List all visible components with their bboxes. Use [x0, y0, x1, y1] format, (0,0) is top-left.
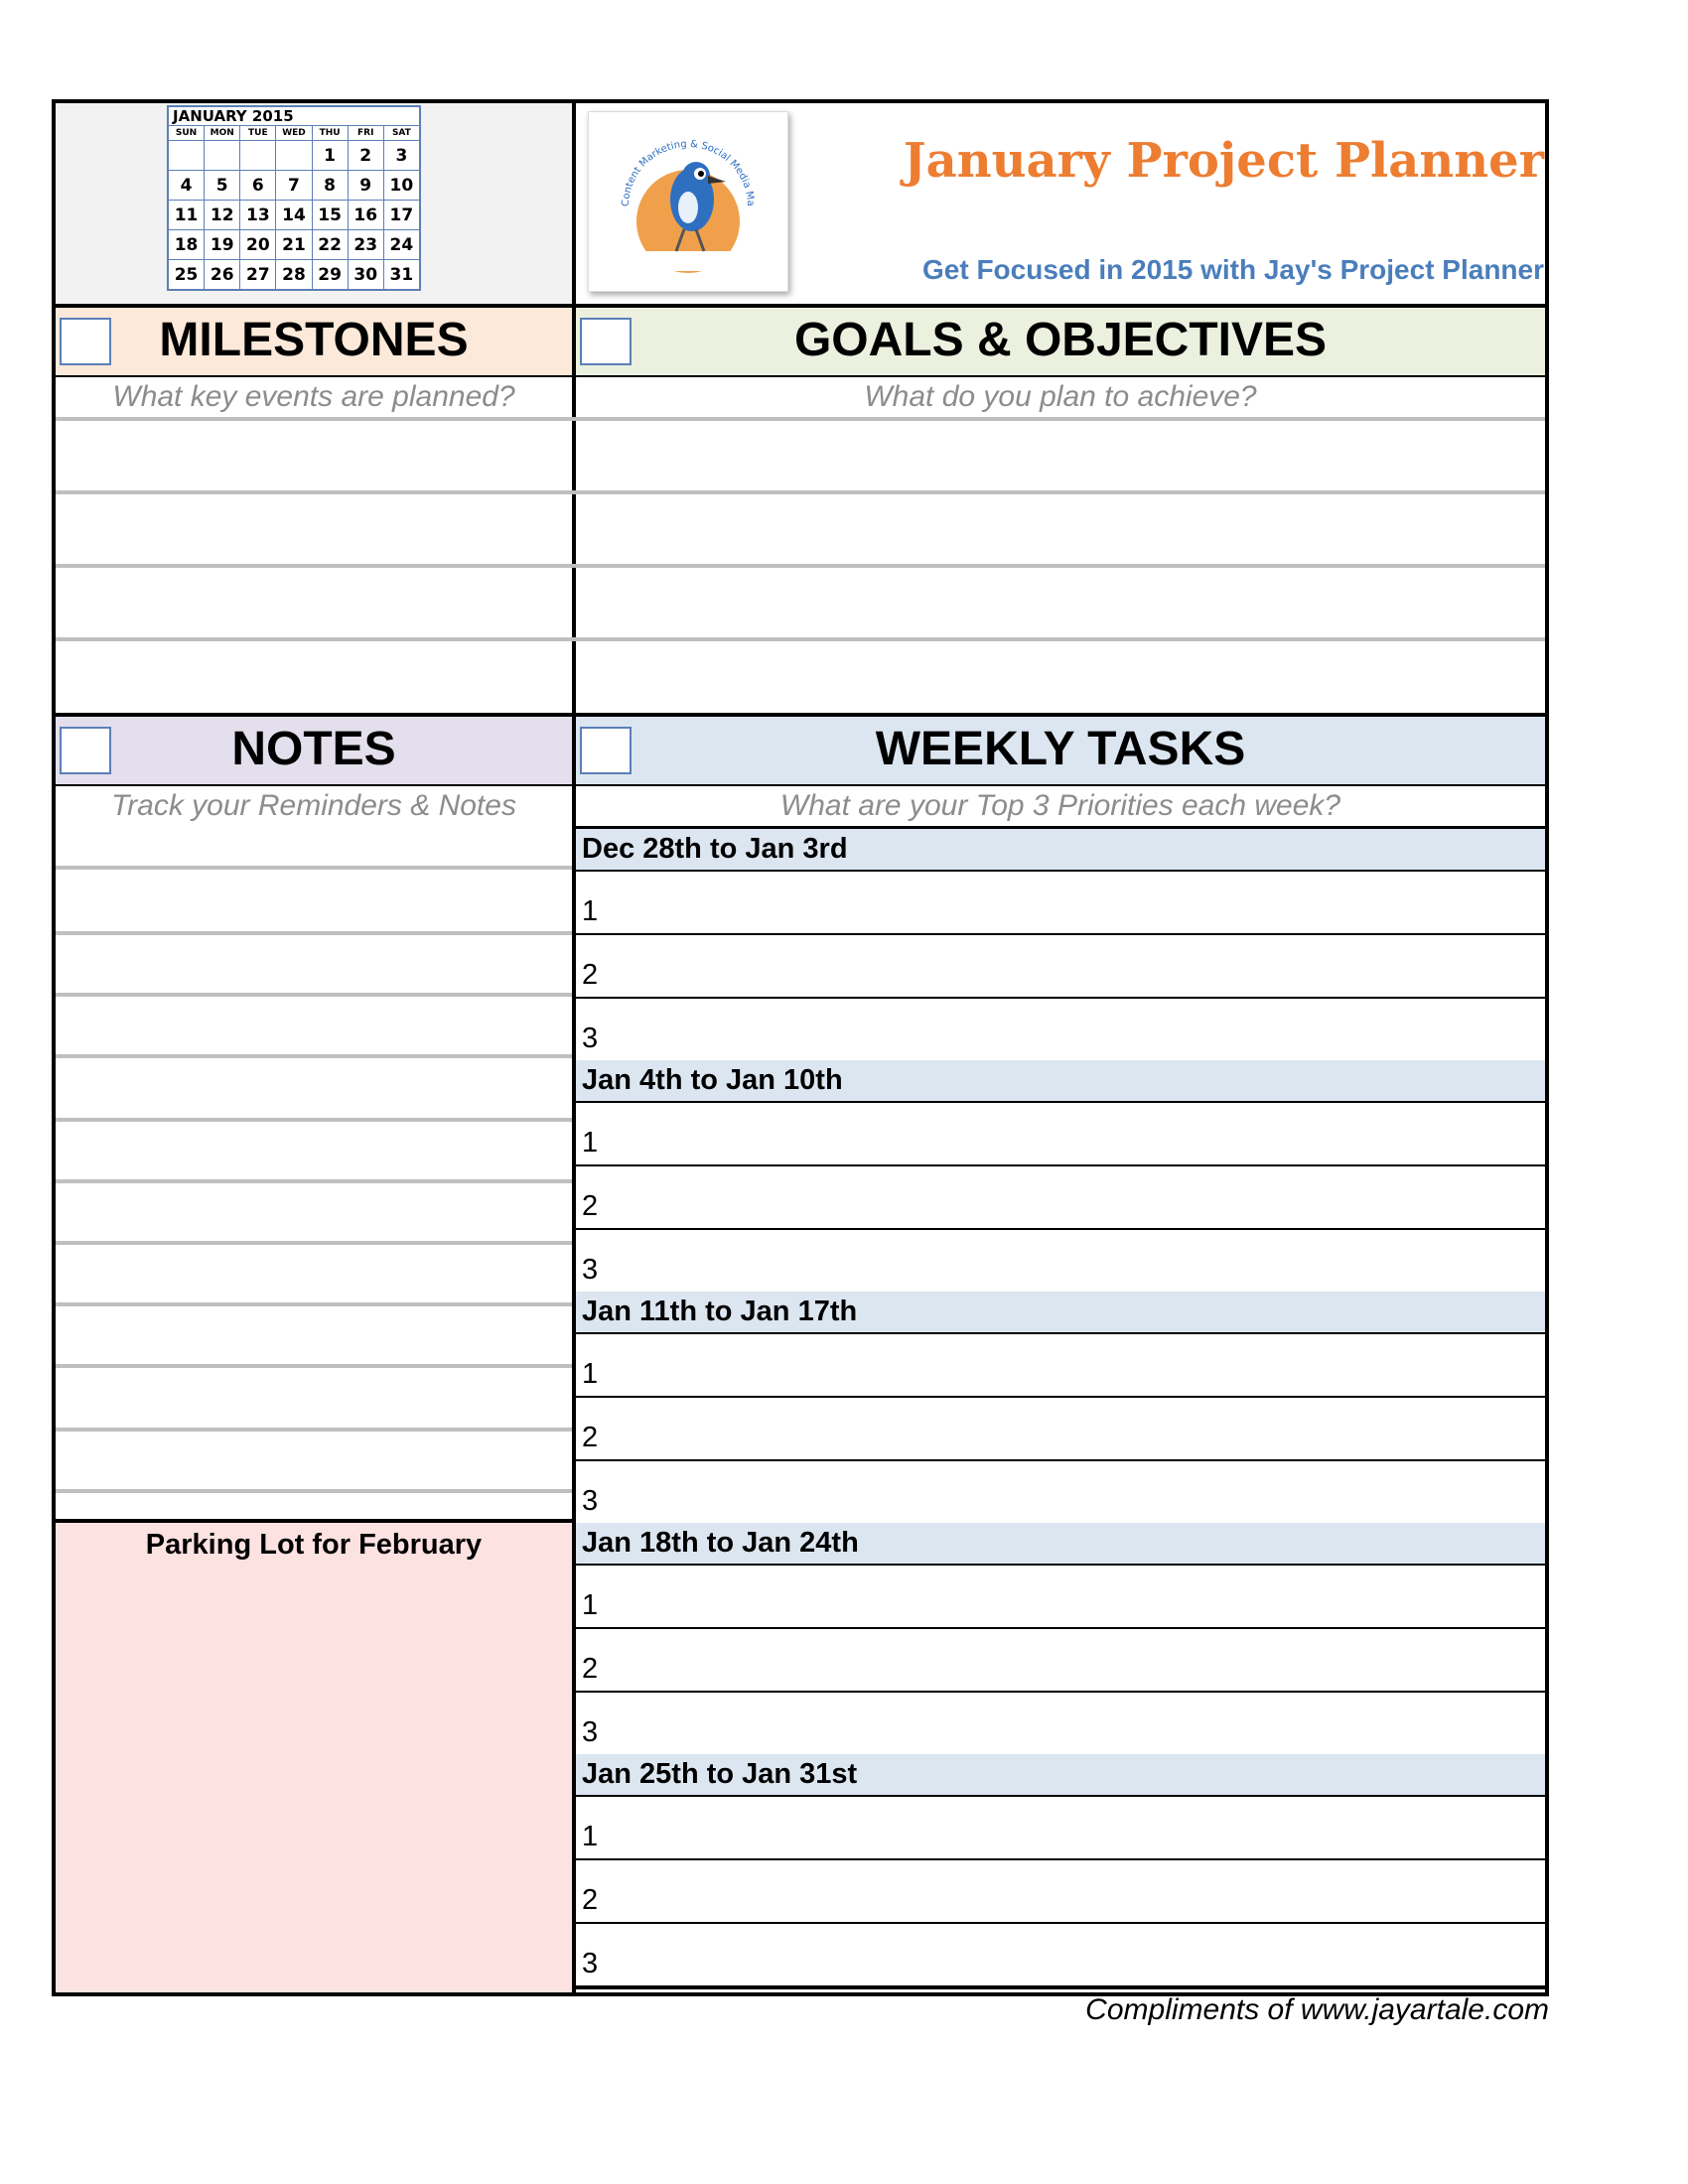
writing-line — [56, 1489, 572, 1493]
notes-title: NOTES — [231, 723, 396, 775]
writing-line — [56, 637, 1545, 641]
goals-header — [576, 308, 1545, 375]
calendar-day: 18 — [168, 230, 205, 260]
divider — [576, 1101, 1545, 1103]
calendar-weekday: SAT — [383, 126, 420, 141]
divider — [56, 375, 1545, 377]
calendar-day: 19 — [205, 230, 240, 260]
notes-header — [56, 717, 572, 784]
writing-line — [56, 1179, 572, 1183]
writing-line — [56, 1118, 572, 1122]
calendar-day: 9 — [348, 171, 383, 201]
divider — [52, 1519, 576, 1523]
priority-row[interactable]: 3 — [582, 1716, 599, 1748]
calendar-day: 16 — [348, 201, 383, 230]
calendar-day: 15 — [312, 201, 348, 230]
calendar-day: 20 — [240, 230, 276, 260]
writing-line — [56, 1054, 572, 1058]
calendar-day: 22 — [312, 230, 348, 260]
calendar-weekday: TUE — [240, 126, 276, 141]
calendar-weekday: WED — [276, 126, 312, 141]
priority-row[interactable]: 1 — [582, 895, 599, 927]
writing-line — [56, 490, 1545, 494]
page-subtitle: Get Focused in 2015 with Jay's Project Planner — [922, 254, 1544, 285]
calendar-day: 14 — [276, 201, 312, 230]
parking-lot-label: Parking Lot for February — [145, 1529, 483, 1561]
calendar-day: 13 — [240, 201, 276, 230]
week-range-label: Jan 4th to Jan 10th — [576, 1060, 1545, 1101]
divider — [576, 1627, 1545, 1629]
divider — [576, 1795, 1545, 1797]
goals-title: GOALS & OBJECTIVES — [793, 314, 1328, 366]
footer-credit: Compliments of www.jayartale.com — [1085, 1993, 1549, 2026]
divider — [576, 1985, 1545, 1989]
goals-hint: What do you plan to achieve? — [864, 380, 1257, 413]
calendar-day: 10 — [383, 171, 420, 201]
divider — [576, 1564, 1545, 1566]
calendar-day: 17 — [383, 201, 420, 230]
priority-row[interactable]: 3 — [582, 1023, 599, 1054]
divider — [56, 784, 1545, 786]
week-range-label: Jan 11th to Jan 17th — [576, 1292, 1545, 1332]
calendar-day: 24 — [383, 230, 420, 260]
priority-row[interactable]: 2 — [582, 1190, 599, 1222]
week-range-label: Dec 28th to Jan 3rd — [576, 829, 1545, 870]
calendar-month: JANUARY 2015 — [168, 106, 420, 126]
calendar-day: 21 — [276, 230, 312, 260]
divider — [576, 1332, 1545, 1334]
calendar-day: 1 — [312, 141, 348, 171]
calendar-day — [276, 141, 312, 171]
priority-row[interactable]: 1 — [582, 1127, 599, 1159]
writing-line — [56, 993, 572, 997]
writing-line — [56, 931, 572, 935]
calendar-weekday: FRI — [348, 126, 383, 141]
divider — [576, 1691, 1545, 1693]
calendar-day: 31 — [383, 260, 420, 291]
week-range-label: Jan 25th to Jan 31st — [576, 1754, 1545, 1795]
parking-lot-area — [56, 1523, 572, 1992]
divider — [576, 870, 1545, 872]
divider — [576, 933, 1545, 935]
calendar-day: 29 — [312, 260, 348, 291]
weekly-header — [576, 717, 1545, 784]
logo — [588, 111, 788, 292]
weekly-hint: What are your Top 3 Priorities each week? — [779, 789, 1341, 822]
priority-row[interactable]: 3 — [582, 1254, 599, 1286]
weekly-title: WEEKLY TASKS — [875, 723, 1246, 775]
priority-row[interactable]: 2 — [582, 959, 599, 991]
writing-line — [56, 866, 572, 870]
calendar-day: 26 — [205, 260, 240, 291]
calendar-weekday: MON — [205, 126, 240, 141]
calendar-day — [205, 141, 240, 171]
calendar-day: 6 — [240, 171, 276, 201]
divider — [576, 1459, 1545, 1461]
milestones-hint: What key events are planned? — [112, 380, 515, 413]
writing-line — [56, 564, 1545, 568]
calendar-day — [240, 141, 276, 171]
divider — [576, 1228, 1545, 1230]
writing-line — [56, 1364, 572, 1368]
priority-row[interactable]: 2 — [582, 1422, 599, 1453]
calendar-day: 23 — [348, 230, 383, 260]
calendar-weekday: SUN — [168, 126, 205, 141]
calendar-day: 5 — [205, 171, 240, 201]
calendar-day: 30 — [348, 260, 383, 291]
divider — [576, 997, 1545, 999]
calendar-weekday: THU — [312, 126, 348, 141]
calendar-day: 27 — [240, 260, 276, 291]
calendar-day: 8 — [312, 171, 348, 201]
notes-hint: Track your Reminders & Notes — [111, 789, 516, 822]
calendar-day: 12 — [205, 201, 240, 230]
calendar-day: 4 — [168, 171, 205, 201]
blue-jay-logo-icon — [589, 112, 787, 291]
writing-line — [56, 1241, 572, 1245]
milestones-title: MILESTONES — [159, 314, 469, 366]
priority-row[interactable]: 1 — [582, 1589, 599, 1621]
calendar-day: 11 — [168, 201, 205, 230]
priority-row[interactable]: 2 — [582, 1884, 599, 1916]
writing-line — [56, 1428, 572, 1432]
milestones-header — [56, 308, 572, 375]
logo-ring-text: Content Marketing & Social Media Ma — [620, 138, 757, 207]
calendar-day — [168, 141, 205, 171]
calendar-day: 2 — [348, 141, 383, 171]
page-title: January Project Planner — [903, 133, 1544, 189]
priority-row[interactable]: 1 — [582, 1821, 599, 1852]
divider — [576, 1858, 1545, 1860]
calendar-day: 3 — [383, 141, 420, 171]
divider — [576, 1396, 1545, 1398]
calendar-day: 28 — [276, 260, 312, 291]
priority-row[interactable]: 2 — [582, 1653, 599, 1685]
priority-row[interactable]: 1 — [582, 1358, 599, 1390]
mini-calendar — [167, 105, 421, 291]
divider — [576, 1164, 1545, 1166]
calendar-day: 25 — [168, 260, 205, 291]
divider — [576, 1922, 1545, 1924]
priority-row[interactable]: 3 — [582, 1948, 599, 1979]
priority-row[interactable]: 3 — [582, 1485, 599, 1517]
writing-line — [56, 1302, 572, 1306]
writing-line — [56, 417, 1545, 421]
week-range-label: Jan 18th to Jan 24th — [576, 1523, 1545, 1564]
calendar-day: 7 — [276, 171, 312, 201]
